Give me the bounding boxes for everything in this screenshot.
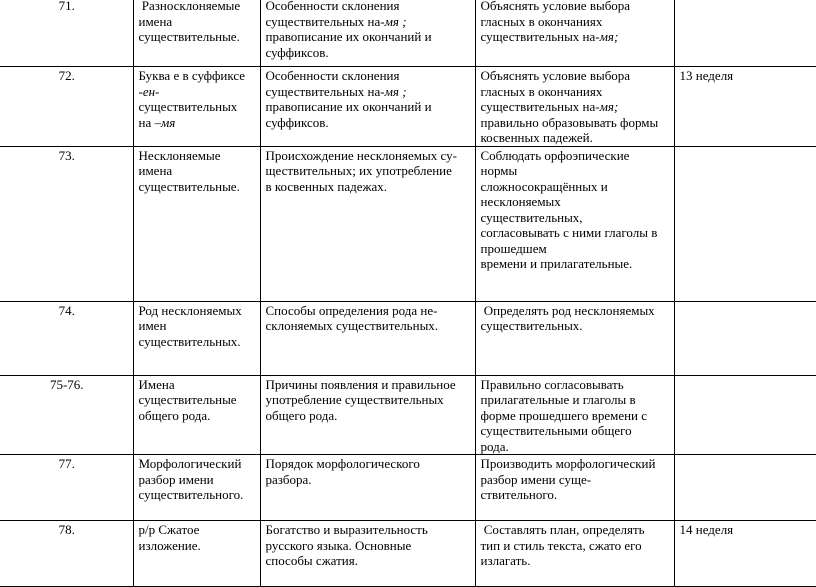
lesson-content: Богатство и выразительность русского языка. Основные способы сжатия. — [260, 521, 475, 587]
lesson-topic: Морфологический разбор имени существительного. — [133, 455, 260, 521]
table-row — [0, 301, 816, 375]
lesson-number: 73. — [0, 146, 133, 301]
lesson-goal: Объяснять условие выбора гласных в окончаниях существительных на-мя; правильно образовывать формы косвенных падежей. — [475, 67, 674, 147]
lesson-topic: Имена существительные общего рода. — [133, 375, 260, 455]
lesson-week — [674, 375, 816, 455]
lesson-topic: р/р Сжатое изложение. — [133, 521, 260, 587]
lesson-content: Причины появления и правильное употребление существительных общего рода. — [260, 375, 475, 455]
lesson-number: 78. — [0, 521, 133, 587]
lesson-goal: Объяснять условие выбора гласных в окончаниях существительных на-мя; — [475, 0, 674, 67]
lesson-content: Особенности склонения существительных на-мя ; правописание их окончаний и суффиксов. — [260, 0, 475, 67]
lesson-goal: Соблюдать орфоэпические нормы сложносокращённых и несклоняемых существительных, согласовывать с ними глаголы в прошедшем времени и прилагательные. — [475, 146, 674, 301]
table-row — [0, 0, 816, 67]
lesson-number: 72. — [0, 67, 133, 147]
lesson-goal: Правильно согласовывать прилагательные и глаголы в форме прошедшего времени с существительными общего рода. — [475, 375, 674, 455]
table-row — [0, 521, 816, 587]
lesson-number: 77. — [0, 455, 133, 521]
table-row — [0, 146, 816, 301]
lesson-week — [674, 0, 816, 67]
lesson-goal: Определять род несклоняемых существительных. — [475, 301, 674, 375]
lesson-content: Способы определения рода не- склоняемых существительных. — [260, 301, 475, 375]
lesson-topic: Род несклоняемых имен существительных. — [133, 301, 260, 375]
lesson-week: 14 неделя — [674, 521, 816, 587]
lesson-content: Происхождение несклоняемых су- ществительных; их употребление в косвенных падежах. — [260, 146, 475, 301]
lesson-topic: Несклоняемые имена существительные. — [133, 146, 260, 301]
lesson-week: 13 неделя — [674, 67, 816, 147]
lesson-topic: Буква е в суффиксе -ен- существительных на –мя — [133, 67, 260, 147]
lesson-goal: Производить морфологический разбор имени суще- ствительного. — [475, 455, 674, 521]
table-row — [0, 67, 816, 147]
lesson-content: Порядок морфологического разбора. — [260, 455, 475, 521]
table-row — [0, 455, 816, 521]
lesson-number: 71. — [0, 0, 133, 67]
lesson-number: 75-76. — [0, 375, 133, 455]
table-row — [0, 375, 816, 455]
lesson-week — [674, 455, 816, 521]
lesson-number: 74. — [0, 301, 133, 375]
lesson-goal: Составлять план, определять тип и стиль текста, сжато его излагать. — [475, 521, 674, 587]
lesson-week — [674, 146, 816, 301]
lesson-week — [674, 301, 816, 375]
lesson-topic: Разносклоняемые имена существительные. — [133, 0, 260, 67]
lesson-content: Особенности склонения существительных на-мя ; правописание их окончаний и суффиксов. — [260, 67, 475, 147]
